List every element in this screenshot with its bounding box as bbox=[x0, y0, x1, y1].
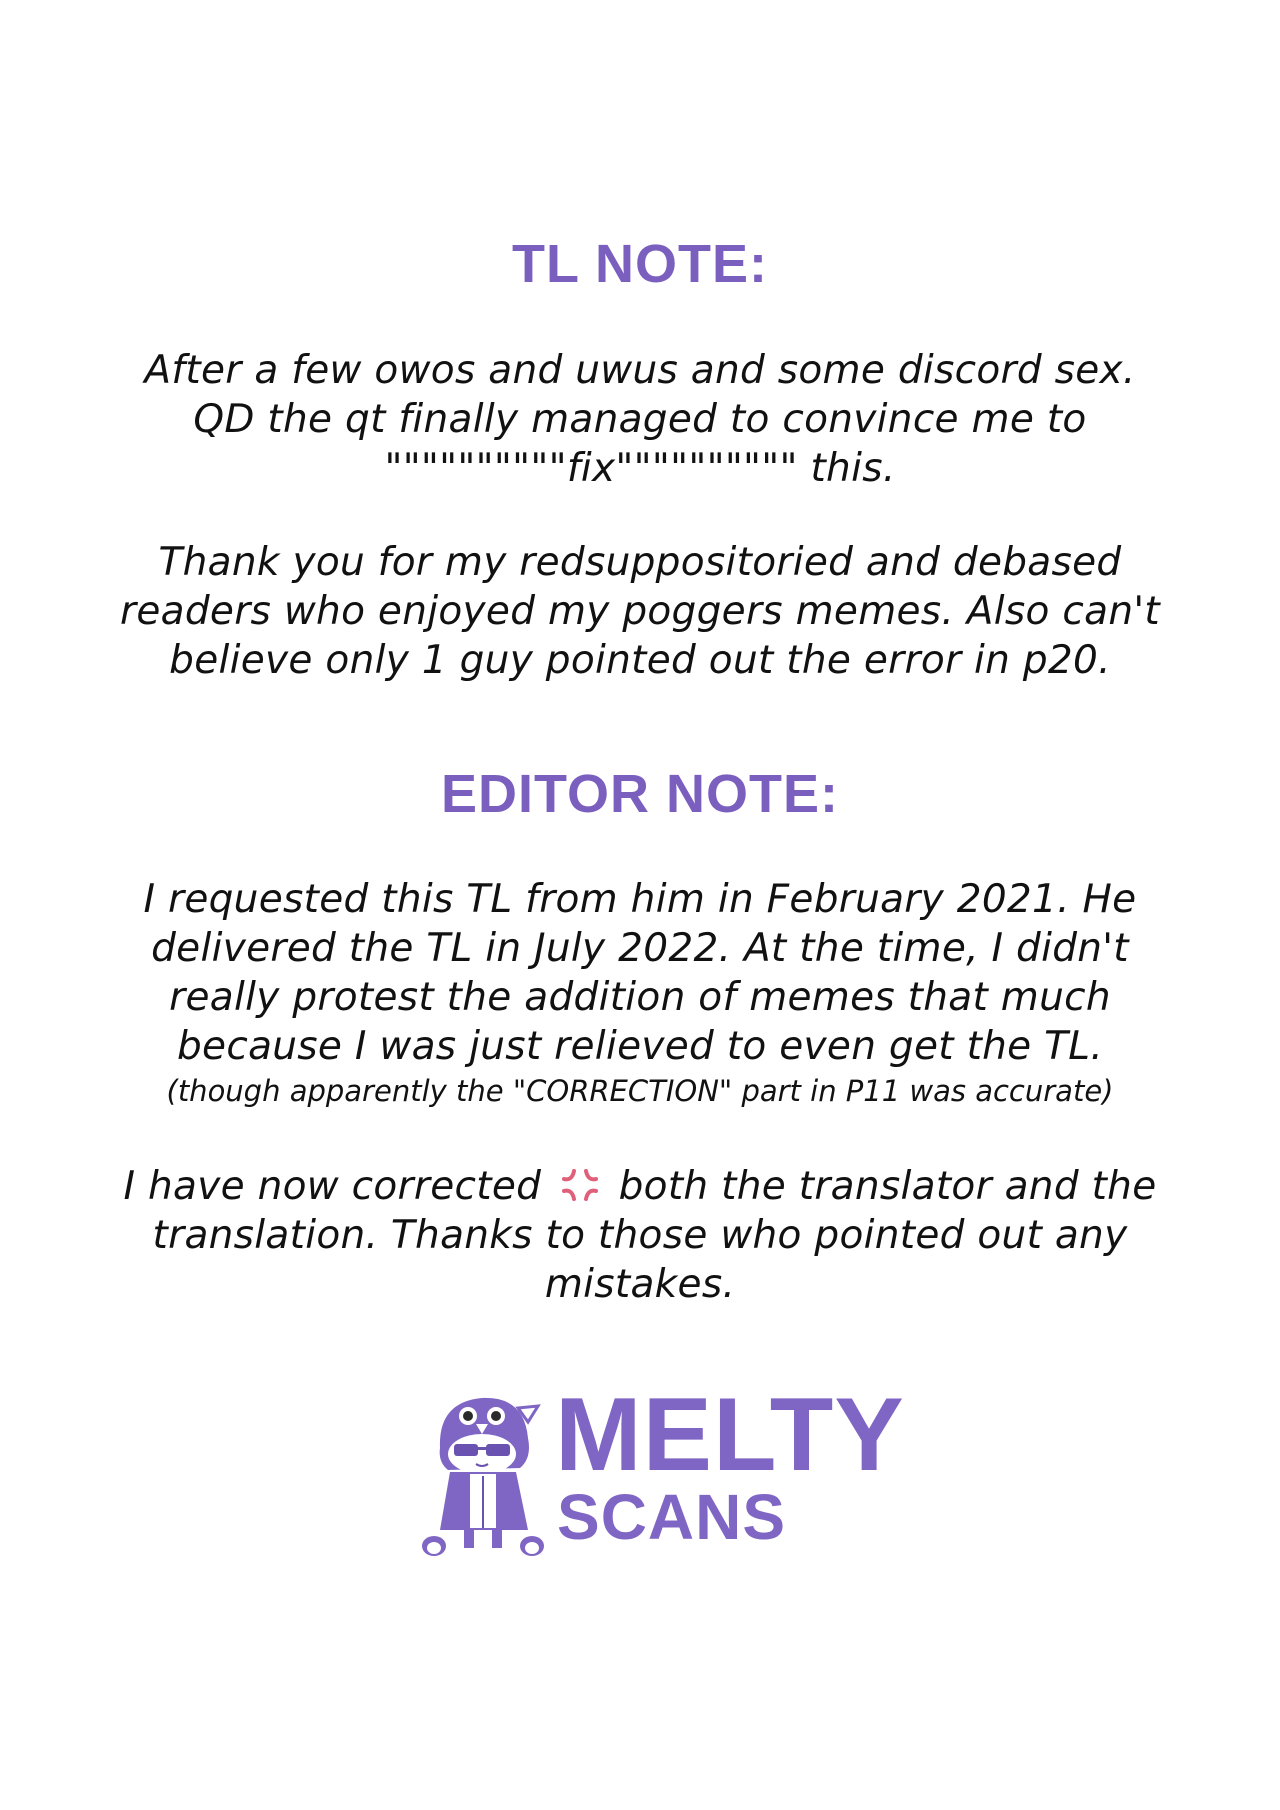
editor-note-heading: EDITOR NOTE: bbox=[440, 764, 839, 824]
text-line: QD the qt finally managed to convince me to bbox=[193, 397, 1087, 442]
text-line: After a few owos and uwus and some discord sex. bbox=[144, 348, 1136, 393]
text-fragment: I have now corrected bbox=[123, 1164, 542, 1209]
text-line: because I was just relieved to even get the TL. bbox=[176, 1024, 1104, 1069]
text-fragment: both the translator and the bbox=[618, 1164, 1157, 1209]
text-line: readers who enjoyed my poggers memes. Also can't bbox=[120, 589, 1160, 634]
logo-word-scans: SCANS bbox=[557, 1481, 787, 1553]
text-line: I requested this TL from him in February 2021. He bbox=[143, 877, 1137, 922]
editor-note-paragraph-2 bbox=[90, 1162, 1190, 1309]
penguin-hood-mascot-icon bbox=[420, 1388, 550, 1558]
editor-note-aside: (though apparently the "CORRECTION" part in P11 was accurate) bbox=[166, 1074, 1114, 1108]
tl-note-paragraph-2 bbox=[90, 538, 1190, 685]
tl-note-heading: TL NOTE: bbox=[512, 234, 768, 294]
anger-symbol-icon bbox=[558, 1165, 602, 1205]
text-line: mistakes. bbox=[544, 1262, 736, 1307]
text-line: translation. Thanks to those who pointed out any bbox=[152, 1213, 1128, 1258]
melty-scans-logo bbox=[420, 1377, 905, 1558]
text-line: Thank you for my redsuppositoried and debased bbox=[158, 540, 1122, 585]
text-line: believe only 1 guy pointed out the error in p20. bbox=[169, 638, 1111, 683]
tl-note-paragraph-1 bbox=[90, 346, 1190, 493]
text-line: delivered the TL in July 2022. At the time, I didn't bbox=[151, 926, 1129, 971]
text-line: """"""""""fix"""""""""" this. bbox=[384, 446, 896, 491]
logo-word-melty: MELTY bbox=[555, 1377, 905, 1493]
text-line: really protest the addition of memes that much bbox=[169, 975, 1111, 1020]
text-line bbox=[90, 1162, 1190, 1211]
editor-note-paragraph-1 bbox=[90, 875, 1190, 1071]
